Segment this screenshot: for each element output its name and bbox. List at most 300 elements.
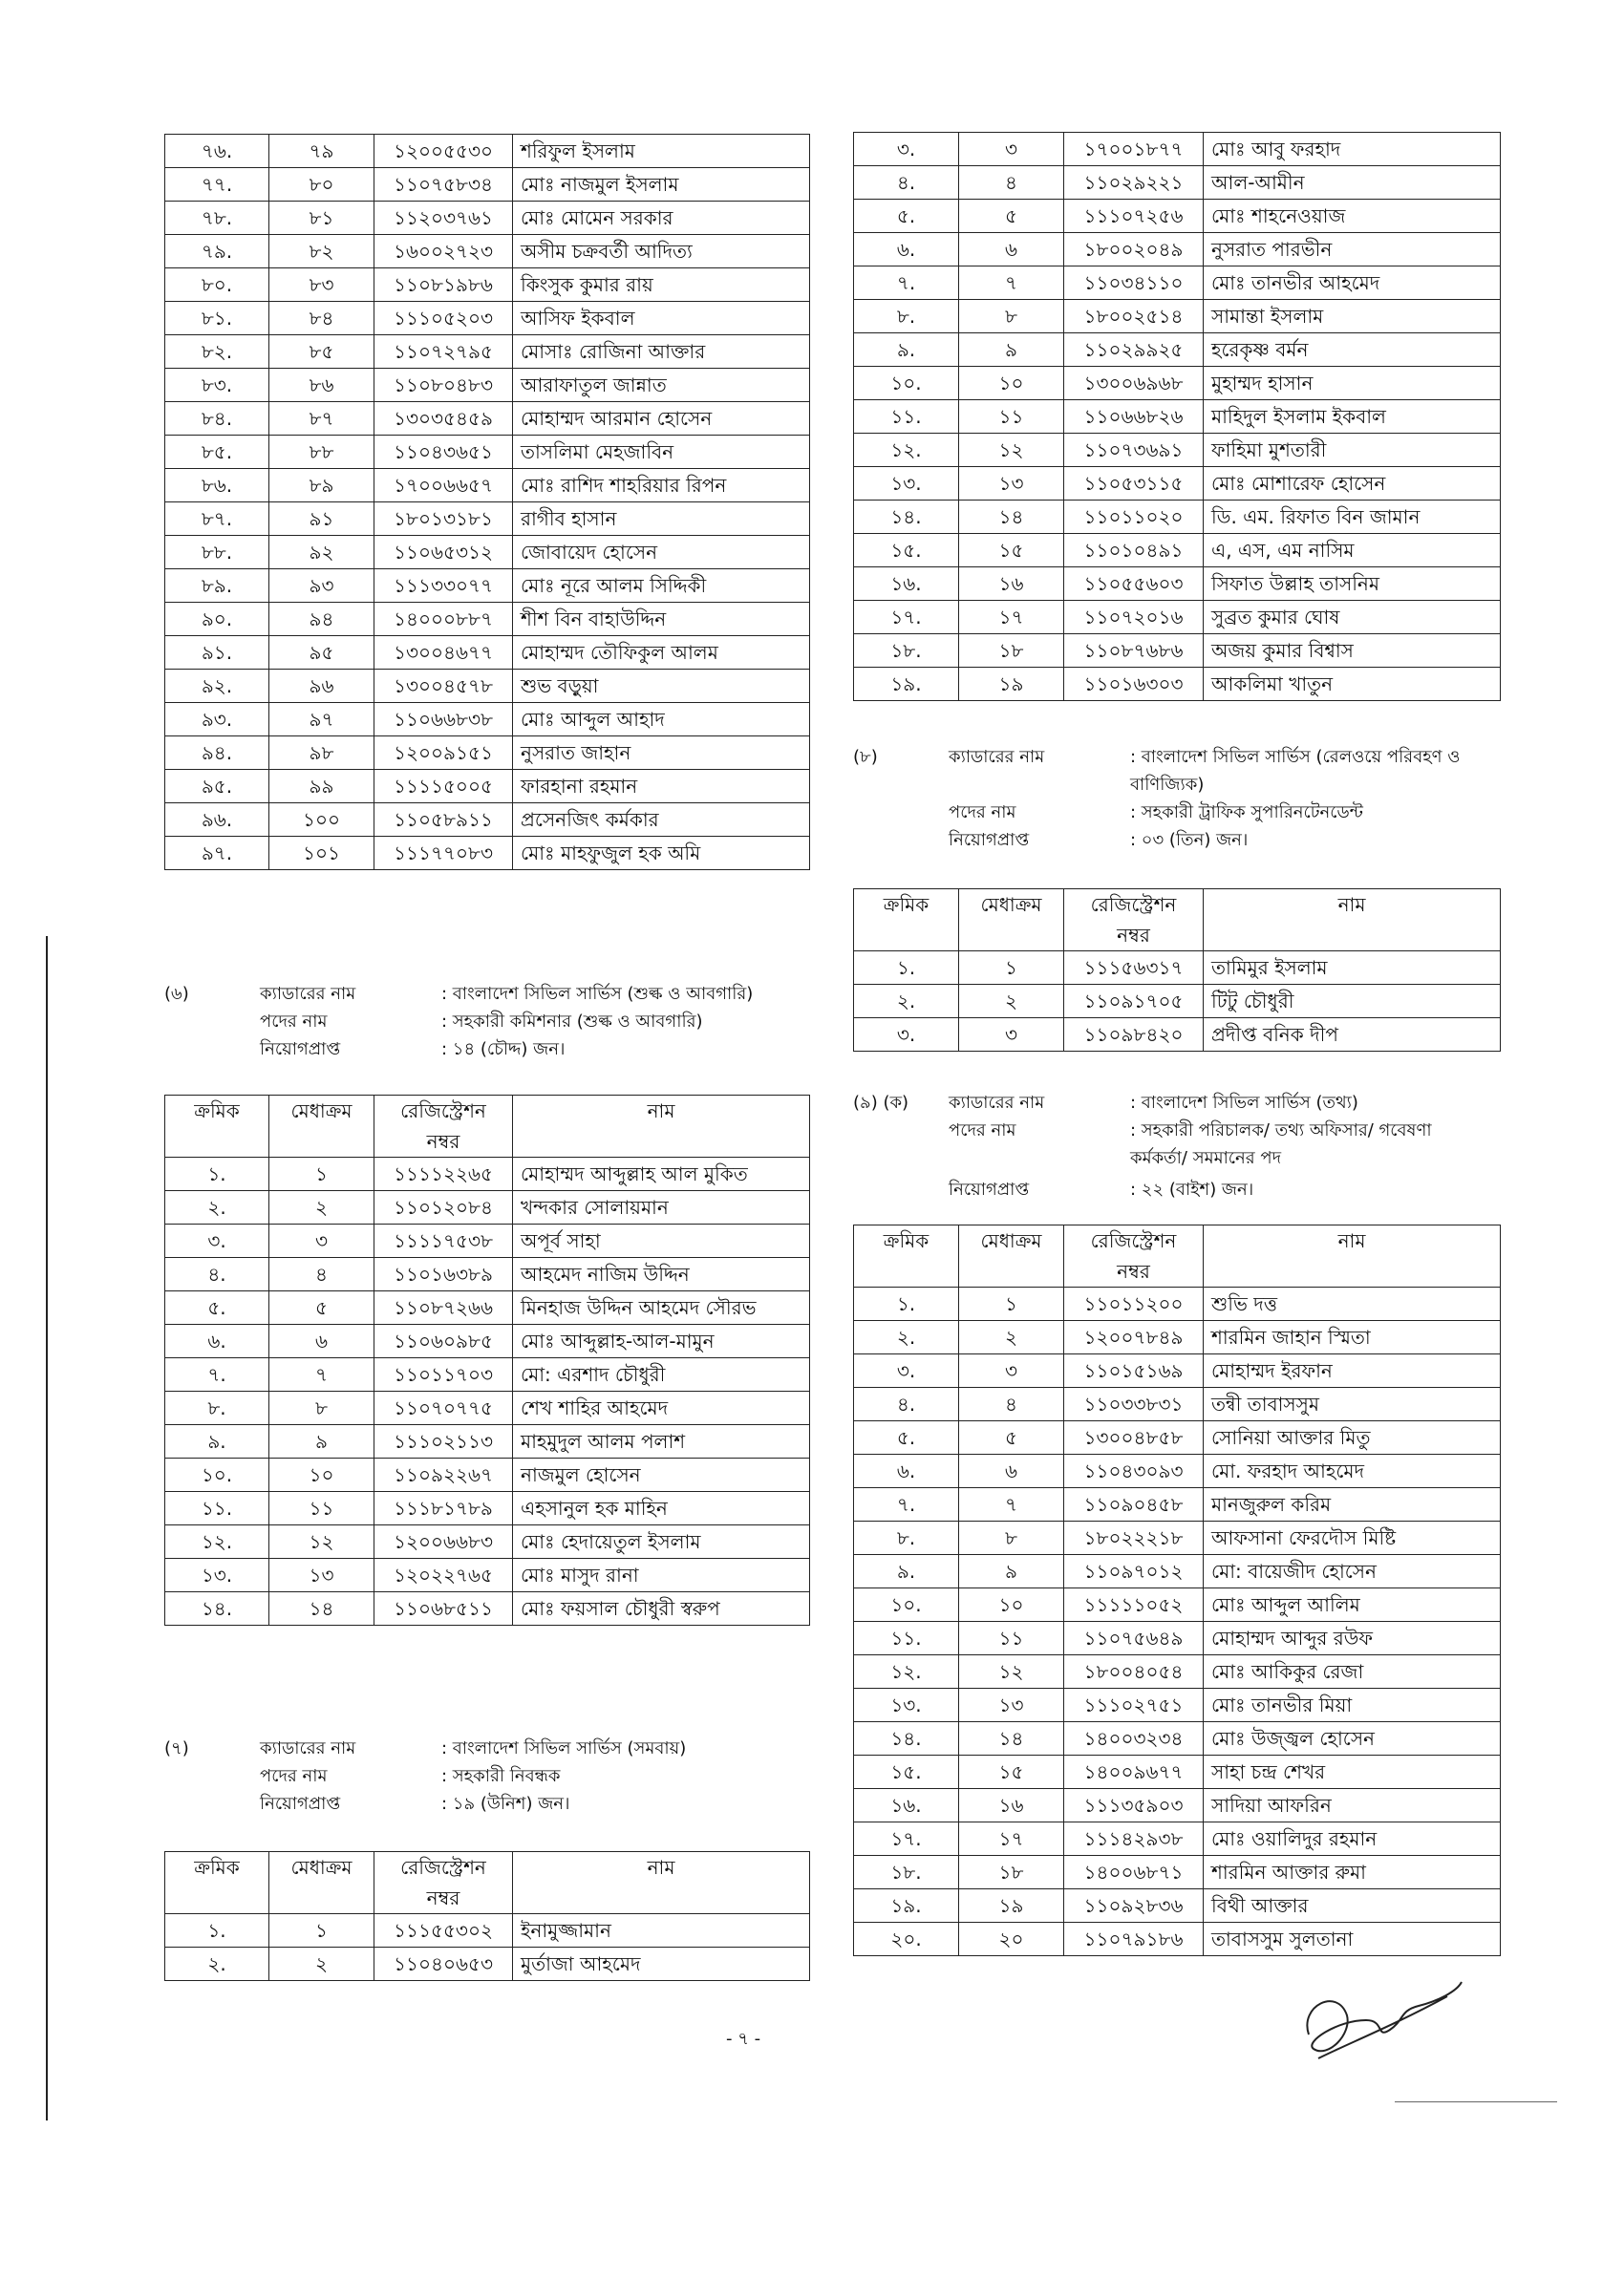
cell-merit: ১০১	[269, 837, 374, 870]
cell-registration: ১৮০০২৫১৪	[1064, 300, 1204, 333]
table-row	[165, 402, 810, 436]
cell-merit: ১১	[959, 400, 1064, 434]
cell-registration: ১১০১১৭০৩	[374, 1358, 513, 1392]
cell-serial: ৮.	[165, 1392, 269, 1425]
cell-name: প্রদীপ্ত বনিক দীপ	[1204, 1018, 1501, 1052]
table-header-row	[854, 1225, 1501, 1288]
cell-registration: ১১০৮০৪৮৩	[374, 369, 513, 402]
cell-serial: ৫.	[165, 1291, 269, 1325]
table-row	[854, 668, 1501, 701]
cell-name: মোহাম্মদ তৌফিকুল আলম	[513, 636, 810, 670]
table-row	[854, 985, 1501, 1018]
cell-registration: ১১১৫৬৩১৭	[1064, 951, 1204, 985]
cell-merit: ৯২	[269, 536, 374, 569]
cell-registration: ১৩০০৪৬৭৭	[374, 636, 513, 670]
section-8-post-value: : সহকারী ট্রাফিক সুপারিনটেনডেন্ট	[1130, 802, 1363, 822]
cell-serial: ২.	[165, 1948, 269, 1981]
section-8-count-label: নিয়োগপ্রাপ্ত	[949, 830, 1030, 850]
table-row	[165, 335, 810, 369]
cell-serial: ১৯.	[854, 668, 959, 701]
cell-registration: ১১০৯১৭০৫	[1064, 985, 1204, 1018]
cell-name: মোহাম্মদ আব্দুল্লাহ আল মুকিত	[513, 1158, 810, 1191]
cell-registration: ১১০৪০৬৫৩	[374, 1948, 513, 1981]
cell-name: মোঃ হেদায়েতুল ইসলাম	[513, 1525, 810, 1559]
header-registration: রেজিস্ট্রেশন নম্বর	[374, 1852, 513, 1914]
table-row	[854, 367, 1501, 400]
cell-merit: ৯৮	[269, 736, 374, 770]
cell-registration: ১৮০০৪০৫৪	[1064, 1655, 1204, 1689]
cell-serial: ৭৮.	[165, 202, 269, 235]
cell-registration: ১১১৩৫৯০৩	[1064, 1789, 1204, 1822]
cell-serial: ৮৪.	[165, 402, 269, 436]
table-row	[854, 534, 1501, 567]
table-row	[854, 1588, 1501, 1622]
cell-registration: ১১০৭০৭৭৫	[374, 1392, 513, 1425]
cell-serial: ১১.	[854, 400, 959, 434]
table-8	[853, 888, 1501, 1052]
cell-name: শারমিন জাহান স্মিতা	[1204, 1321, 1501, 1354]
cell-merit: ১৯	[959, 668, 1064, 701]
table-row	[854, 1822, 1501, 1856]
section-6-cadre-value: : বাংলাদেশ সিভিল সার্ভিস (শুল্ক ও আবগারি)	[441, 984, 754, 1004]
cell-name: আল-আমীন	[1204, 166, 1501, 200]
cell-name: মোঃ রাশিদ শাহরিয়ার রিপন	[513, 469, 810, 502]
cell-name: শুভ বড়ুয়া	[513, 670, 810, 703]
cell-name: মোঃ নাজমুল ইসলাম	[513, 168, 810, 202]
table-row	[165, 1225, 810, 1258]
table-7	[164, 1851, 810, 1981]
section-6-count-label: নিয়োগপ্রাপ্ত	[260, 1039, 341, 1059]
section-9-number: (৯) (ক)	[853, 1093, 909, 1113]
table-row	[854, 601, 1501, 634]
table-row	[854, 1689, 1501, 1722]
cell-serial: ৭.	[165, 1358, 269, 1392]
cell-registration: ১৩০০৬৯৬৮	[1064, 367, 1204, 400]
table-row	[854, 1288, 1501, 1321]
cell-serial: ৮.	[854, 1522, 959, 1555]
cell-registration: ১১০৯৭০১২	[1064, 1555, 1204, 1588]
cell-merit: ২	[269, 1191, 374, 1225]
section-6-info	[164, 980, 814, 1066]
cell-name: মোঃ আব্দুল্লাহ-আল-মামুন	[513, 1325, 810, 1358]
section-7-post-label: পদের নাম	[260, 1766, 328, 1786]
cell-registration: ১২০০৯১৫১	[374, 736, 513, 770]
cell-registration: ১৬০০২৭২৩	[374, 235, 513, 268]
cell-serial: ৩.	[165, 1225, 269, 1258]
table-row	[165, 1258, 810, 1291]
cell-name: রাগীব হাসান	[513, 502, 810, 536]
cell-registration: ১৮০০২০৪৯	[1064, 233, 1204, 266]
cell-serial: ১৫.	[854, 534, 959, 567]
cell-name: ডি. এম. রিফাত বিন জামান	[1204, 501, 1501, 534]
cell-registration: ১১০৮৭৬৮৬	[1064, 634, 1204, 668]
section-8-cadre-label: ক্যাডারের নাম	[949, 747, 1045, 767]
section-9-count-value: : ২২ (বাইশ) জন।	[1130, 1180, 1254, 1200]
cell-serial: ৮০.	[165, 268, 269, 302]
cell-serial: ২.	[854, 985, 959, 1018]
table-row	[854, 1756, 1501, 1789]
section-8-cadre-value: : বাংলাদেশ সিভিল সার্ভিস (রেলওয়ে পরিবহণ ও বাণিজ্যিক)	[1130, 747, 1461, 795]
cell-registration: ১১০৮৭২৬৬	[374, 1291, 513, 1325]
cell-merit: ৭	[959, 266, 1064, 300]
cell-name: আফসানা ফেরদৌস মিষ্টি	[1204, 1522, 1501, 1555]
cell-registration: ১১১৩৩০৭৭	[374, 569, 513, 603]
table-row	[165, 268, 810, 302]
cell-serial: ৮৩.	[165, 369, 269, 402]
cell-name: মো. ফরহাদ আহমেদ	[1204, 1455, 1501, 1488]
cell-merit: ৩	[959, 133, 1064, 166]
cell-registration: ১১১০৭২৫৬	[1064, 200, 1204, 233]
bottom-right-rule	[1395, 2101, 1557, 2102]
section-7-post-value: : সহকারী নিবন্ধক	[441, 1766, 561, 1786]
cell-serial: ১১.	[854, 1622, 959, 1655]
cell-merit: ৯	[959, 1555, 1064, 1588]
table-row	[165, 1914, 810, 1948]
cell-serial: ৪.	[854, 166, 959, 200]
cell-name: মোঃ মোমেন সরকার	[513, 202, 810, 235]
cell-registration: ১১০৫৩১১৫	[1064, 467, 1204, 501]
table-7-wrap	[164, 1851, 810, 1981]
left-column	[164, 134, 810, 870]
cell-serial: ১১.	[165, 1492, 269, 1525]
cell-name: হরেকৃষ্ণ বর্মন	[1204, 333, 1501, 367]
cell-registration: ১৩০০৪৮৫৮	[1064, 1421, 1204, 1455]
table-row	[165, 1392, 810, 1425]
section-7-cadre-value: : বাংলাদেশ সিভিল সার্ভিস (সমবায়)	[441, 1738, 687, 1758]
left-margin-rule	[46, 936, 48, 2120]
section-6-post-value: : সহকারী কমিশনার (শুল্ক ও আবগারি)	[441, 1012, 703, 1032]
cell-serial: ১৮.	[854, 634, 959, 668]
cell-serial: ১.	[165, 1914, 269, 1948]
cell-merit: ৪	[269, 1258, 374, 1291]
cell-name: মোঃ আকিকুর রেজা	[1204, 1655, 1501, 1689]
table-row	[165, 803, 810, 837]
cell-registration: ১১১১১০৫২	[1064, 1588, 1204, 1622]
cell-name: শেখ শাহির আহমেদ	[513, 1392, 810, 1425]
cell-registration: ১১০৭২৭৯৫	[374, 335, 513, 369]
section-8-info	[853, 743, 1503, 858]
cell-name: আকলিমা খাতুন	[1204, 668, 1501, 701]
cell-serial: ৮১.	[165, 302, 269, 335]
cell-merit: ২	[959, 1321, 1064, 1354]
cell-name: মো: এরশাদ চৌধুরী	[513, 1358, 810, 1392]
cell-name: মাহিদুল ইসলাম ইকবাল	[1204, 400, 1501, 434]
cell-registration: ১১০৬৮৫১১	[374, 1592, 513, 1626]
cell-merit: ৬	[959, 1455, 1064, 1488]
table-row	[854, 1488, 1501, 1522]
cell-serial: ৮৬.	[165, 469, 269, 502]
section-9-cadre-value: : বাংলাদেশ সিভিল সার্ভিস (তথ্য)	[1130, 1093, 1358, 1113]
cell-registration: ১১০৪৩০৯৩	[1064, 1455, 1204, 1488]
cell-name: সাদিয়া আফরিন	[1204, 1789, 1501, 1822]
cell-name: শরিফুল ইসলাম	[513, 135, 810, 168]
cell-merit: ১৬	[959, 567, 1064, 601]
cell-merit: ৮২	[269, 235, 374, 268]
table-header-row	[165, 1096, 810, 1158]
cell-registration: ১১১০২১১৩	[374, 1425, 513, 1459]
cell-merit: ৯	[269, 1425, 374, 1459]
page-number: - ৭ -	[726, 2029, 761, 2049]
cell-registration: ১১০৩৪১১০	[1064, 266, 1204, 300]
cell-registration: ১৮০২২২১৮	[1064, 1522, 1204, 1555]
cell-merit: ১৪	[959, 501, 1064, 534]
table-header-row	[165, 1852, 810, 1914]
table-row	[854, 266, 1501, 300]
cell-merit: ৯৩	[269, 569, 374, 603]
cell-registration: ১৮০১৩১৮১	[374, 502, 513, 536]
cell-serial: ২.	[165, 1191, 269, 1225]
cell-name: মোঃ মোশারেফ হোসেন	[1204, 467, 1501, 501]
cell-registration: ১১০৫৮৯১১	[374, 803, 513, 837]
cell-serial: ৯৫.	[165, 770, 269, 803]
cell-serial: ১৯.	[854, 1889, 959, 1923]
cell-merit: ১৫	[959, 534, 1064, 567]
cell-serial: ১৬.	[854, 1789, 959, 1822]
table-row	[854, 1655, 1501, 1689]
table-row	[854, 400, 1501, 434]
cell-merit: ১৮	[959, 1856, 1064, 1889]
cell-name: মোঃ তানভীর মিয়া	[1204, 1689, 1501, 1722]
table-row	[165, 436, 810, 469]
cell-name: তাসলিমা মেহজাবিন	[513, 436, 810, 469]
table-row	[165, 469, 810, 502]
table-row	[165, 202, 810, 235]
cell-name: ইনামুজ্জামান	[513, 1914, 810, 1948]
cell-merit: ১৪	[959, 1722, 1064, 1756]
table-row	[165, 369, 810, 402]
table-row	[165, 1948, 810, 1981]
table-row	[165, 736, 810, 770]
cell-serial: ৮৫.	[165, 436, 269, 469]
cell-merit: ৮৬	[269, 369, 374, 402]
table-row	[165, 1325, 810, 1358]
table-row	[165, 302, 810, 335]
cell-registration: ১১১৫৫৩০২	[374, 1914, 513, 1948]
cell-merit: ৮৭	[269, 402, 374, 436]
table-row	[854, 233, 1501, 266]
cell-registration: ১১০৯২২৬৭	[374, 1459, 513, 1492]
cell-serial: ৮৯.	[165, 569, 269, 603]
cell-serial: ১৩.	[165, 1559, 269, 1592]
cell-serial: ১০.	[165, 1459, 269, 1492]
cell-merit: ১৩	[959, 467, 1064, 501]
table-row	[854, 333, 1501, 367]
cell-registration: ১১০৭৫৮৩৪	[374, 168, 513, 202]
cell-serial: ৭৭.	[165, 168, 269, 202]
cell-merit: ১২	[959, 1655, 1064, 1689]
table-row	[854, 1354, 1501, 1388]
cell-registration: ১৪০০০৮৮৭	[374, 603, 513, 636]
cell-merit: ৯৭	[269, 703, 374, 736]
cell-serial: ৭.	[854, 266, 959, 300]
table-row	[165, 1158, 810, 1191]
cell-serial: ১২.	[854, 434, 959, 467]
cell-serial: ৪.	[165, 1258, 269, 1291]
cell-name: টিটু চৌধুরী	[1204, 985, 1501, 1018]
header-registration: রেজিস্ট্রেশন নম্বর	[374, 1096, 513, 1158]
cell-serial: ২.	[854, 1321, 959, 1354]
cell-name: নুসরাত পারভীন	[1204, 233, 1501, 266]
cell-registration: ১৩০৩৫৪৫৯	[374, 402, 513, 436]
cell-merit: ৭	[269, 1358, 374, 1392]
cell-name: প্রসেনজিৎ কর্মকার	[513, 803, 810, 837]
cell-registration: ১১০২৯২২১	[1064, 166, 1204, 200]
cell-merit: ৯	[959, 333, 1064, 367]
cell-name: কিংসুক কুমার রায়	[513, 268, 810, 302]
cell-merit: ৮৯	[269, 469, 374, 502]
cell-name: তন্বী তাবাসসুম	[1204, 1388, 1501, 1421]
cell-merit: ৮	[269, 1392, 374, 1425]
cell-serial: ৫.	[854, 200, 959, 233]
table-6-wrap	[164, 1095, 810, 1626]
cell-serial: ৯৪.	[165, 736, 269, 770]
cell-serial: ৯৭.	[165, 837, 269, 870]
cell-serial: ৯৩.	[165, 703, 269, 736]
section-7-info	[164, 1735, 814, 1821]
cell-merit: ১৮	[959, 634, 1064, 668]
cell-name: মোঃ আব্দুল আহাদ	[513, 703, 810, 736]
cell-serial: ৯৬.	[165, 803, 269, 837]
cell-serial: ৬.	[165, 1325, 269, 1358]
header-name: নাম	[1204, 1225, 1501, 1288]
cell-name: নুসরাত জাহান	[513, 736, 810, 770]
cell-serial: ৯১.	[165, 636, 269, 670]
cell-serial: ৩.	[854, 1018, 959, 1052]
cell-merit: ১৩	[269, 1559, 374, 1592]
cell-merit: ৮	[959, 300, 1064, 333]
cell-name: তাবাসসুম সুলতানা	[1204, 1923, 1501, 1956]
table-row	[854, 634, 1501, 668]
table-row	[854, 1856, 1501, 1889]
cell-merit: ৯৫	[269, 636, 374, 670]
cell-merit: ৮৩	[269, 268, 374, 302]
cell-name: তামিমুর ইসলাম	[1204, 951, 1501, 985]
cell-registration: ১১১১৭৫৩৮	[374, 1225, 513, 1258]
cell-merit: ৯৪	[269, 603, 374, 636]
cell-merit: ৮৮	[269, 436, 374, 469]
cell-registration: ১৪০০৯৬৭৭	[1064, 1756, 1204, 1789]
header-merit: মেধাক্রম	[959, 1225, 1064, 1288]
cell-serial: ১৬.	[854, 567, 959, 601]
cell-registration: ১১০৭২০১৬	[1064, 601, 1204, 634]
cell-name: ফাহিমা মুশতারী	[1204, 434, 1501, 467]
cell-name: সামান্তা ইসলাম	[1204, 300, 1501, 333]
cell-registration: ১১২০৩৭৬১	[374, 202, 513, 235]
cell-registration: ১১১৭৭০৮৩	[374, 837, 513, 870]
cell-merit: ১	[959, 1288, 1064, 1321]
header-serial: ক্রমিক	[854, 889, 959, 951]
header-name: নাম	[1204, 889, 1501, 951]
cell-serial: ১০.	[854, 1588, 959, 1622]
cell-serial: ৮৭.	[165, 502, 269, 536]
cell-registration: ১২০২২৭৬৫	[374, 1559, 513, 1592]
cell-name: শীশ বিন বাহাউদ্দিন	[513, 603, 810, 636]
cell-name: মোঃ উজ্জ্বল হোসেন	[1204, 1722, 1501, 1756]
cell-serial: ৪.	[854, 1388, 959, 1421]
section-8-count-value: : ০৩ (তিন) জন।	[1130, 830, 1249, 850]
cell-name: মোঃ শাহনেওয়াজ	[1204, 200, 1501, 233]
table-row	[165, 168, 810, 202]
cell-serial: ৩.	[854, 1354, 959, 1388]
cell-serial: ১৩.	[854, 1689, 959, 1722]
cell-name: মোঃ ফয়সাল চৌধুরী স্বরুপ	[513, 1592, 810, 1626]
header-name: নাম	[513, 1852, 810, 1914]
section-9-post-value: : সহকারী পরিচালক/ তথ্য অফিসার/ গবেষণা কর্মকর্তা/ সমমানের পদ	[1130, 1120, 1432, 1168]
cell-merit: ৭	[959, 1488, 1064, 1522]
cell-merit: ১	[269, 1914, 374, 1948]
section-8-post-label: পদের নাম	[949, 802, 1016, 822]
cell-serial: ৯২.	[165, 670, 269, 703]
header-name: নাম	[513, 1096, 810, 1158]
cell-name: মানজুরুল করিম	[1204, 1488, 1501, 1522]
cell-registration: ১১০১০৪৯১	[1064, 534, 1204, 567]
cell-serial: ১.	[165, 1158, 269, 1191]
cell-name: মাহমুদুল আলম পলাশ	[513, 1425, 810, 1459]
section-9-count-label: নিয়োগপ্রাপ্ত	[949, 1180, 1030, 1200]
header-serial: ক্রমিক	[165, 1096, 269, 1158]
cell-registration: ১১০১৫১৬৯	[1064, 1354, 1204, 1388]
table-row	[854, 1455, 1501, 1488]
cell-name: মোহাম্মদ আরমান হোসেন	[513, 402, 810, 436]
cell-name: সাহা চন্দ্র শেখর	[1204, 1756, 1501, 1789]
cell-serial: ৭৬.	[165, 135, 269, 168]
cell-merit: ১৫	[959, 1756, 1064, 1789]
cell-serial: ১২.	[854, 1655, 959, 1689]
table-9	[853, 1225, 1501, 1956]
cell-name: শারমিন আক্তার রুমা	[1204, 1856, 1501, 1889]
cell-serial: ১৫.	[854, 1756, 959, 1789]
cell-registration: ১১০১৬৩০৩	[1064, 668, 1204, 701]
cell-serial: ৮৮.	[165, 536, 269, 569]
section-6-post-label: পদের নাম	[260, 1012, 328, 1032]
table-row	[854, 200, 1501, 233]
cell-name: মোহাম্মদ আব্দুর রউফ	[1204, 1622, 1501, 1655]
cell-serial: ৬.	[854, 1455, 959, 1488]
table-row	[165, 603, 810, 636]
table-9-wrap	[853, 1225, 1501, 1956]
table-row	[165, 1559, 810, 1592]
section-7-number: (৭)	[164, 1738, 189, 1758]
table-top-right	[853, 132, 1501, 701]
table-row	[854, 1722, 1501, 1756]
table-header-row	[854, 889, 1501, 951]
cell-registration: ১১০১১২০০	[1064, 1288, 1204, 1321]
header-serial: ক্রমিক	[854, 1225, 959, 1288]
cell-serial: ৯.	[854, 333, 959, 367]
cell-merit: ৫	[959, 1421, 1064, 1455]
cell-merit: ২০	[959, 1923, 1064, 1956]
cell-registration: ১১০২৯৯২৫	[1064, 333, 1204, 367]
cell-serial: ৯.	[854, 1555, 959, 1588]
cell-registration: ১১০৯৮৪২০	[1064, 1018, 1204, 1052]
table-row	[854, 567, 1501, 601]
cell-merit: ৬	[959, 233, 1064, 266]
cell-name: অসীম চক্রবর্তী আদিত্য	[513, 235, 810, 268]
table-row	[854, 133, 1501, 166]
table-6	[164, 1095, 810, 1626]
cell-serial: ১৪.	[165, 1592, 269, 1626]
table-row	[165, 670, 810, 703]
table-row	[165, 1191, 810, 1225]
table-row	[854, 1555, 1501, 1588]
section-9-info	[853, 1089, 1503, 1204]
cell-name: সোনিয়া আক্তার মিতু	[1204, 1421, 1501, 1455]
cell-serial: ১৭.	[854, 1822, 959, 1856]
cell-merit: ৭৯	[269, 135, 374, 168]
cell-name: মিনহাজ উদ্দিন আহমেদ সৌরভ	[513, 1291, 810, 1325]
cell-merit: ১১	[959, 1622, 1064, 1655]
table-row	[854, 951, 1501, 985]
